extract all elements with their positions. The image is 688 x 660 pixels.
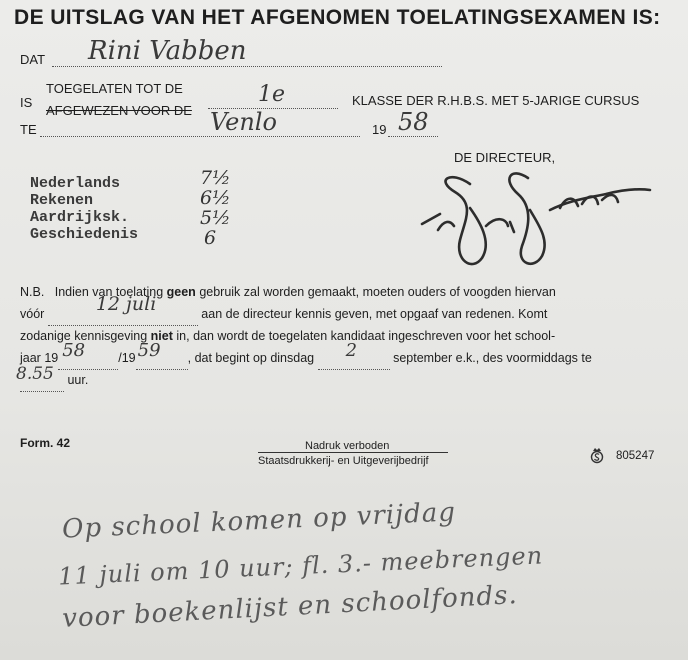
nb-text: september e.k., des voormiddags te: [393, 351, 592, 365]
nb-time-field: [16, 364, 64, 392]
year-prefix: 19: [372, 122, 387, 137]
nb-year-1: 58: [62, 340, 86, 361]
director-signature: [410, 160, 660, 285]
footer-center-1: Nadruk verboden: [305, 440, 390, 452]
footer-center-2: Staatsdrukkerij- en Uitgeverijbedrijf: [258, 455, 429, 467]
te-label: TE: [20, 122, 37, 137]
nb-emphasis-niet: niet: [150, 329, 173, 343]
year-value: 58: [398, 108, 429, 136]
pencil-note-line-2: 11 juli om 10 uur; fl. 3.- meebrengen: [57, 541, 544, 591]
nb-day-field: [318, 340, 390, 370]
dat-label: DAT: [20, 52, 46, 67]
year-dotted-line: [388, 136, 438, 137]
grade-subject-4: Geschiedenis: [30, 226, 139, 243]
grade-subject-1: Nederlands: [30, 175, 121, 192]
nb-text: in, dan wordt de toegelaten kandidaat ingeschreven voor het school-: [176, 329, 556, 343]
is-option-rejected: AFGEWEZEN VOOR DE: [46, 103, 192, 118]
nb-text: gebruik zal worden gemaakt, moeten ouders of voogden hiervan: [199, 285, 556, 299]
grade-value-1: 7½: [200, 167, 231, 189]
place-value: Venlo: [210, 108, 277, 136]
nb-line-2: [20, 293, 548, 326]
grade-value-2: 6½: [200, 187, 231, 209]
state-printer-emblem-icon: [590, 446, 604, 469]
nb-line-4: [20, 340, 592, 370]
nb-text: /19: [118, 351, 136, 365]
grade-value-4: 6: [204, 227, 217, 249]
nb-text: , dat begint op dinsdag: [187, 351, 315, 365]
nb-text: zodanige kennisgeving: [20, 329, 148, 343]
nb-day: 2: [345, 340, 358, 361]
nb-label: N.B.: [20, 285, 45, 299]
nb-line-3: [20, 326, 555, 347]
nb-text: uur.: [67, 373, 89, 387]
dat-dotted-line: [52, 66, 442, 67]
nb-year-1-field: [58, 340, 118, 370]
nb-emphasis-geen: geen: [166, 285, 196, 299]
is-suffix: KLASSE DER R.H.B.S. MET 5-JARIGE CURSUS: [352, 93, 640, 108]
nb-deadline-field: [48, 293, 198, 326]
nb-year-2-field: [136, 340, 188, 370]
is-label: IS: [20, 95, 33, 110]
nb-deadline-date: 12 juli: [95, 293, 157, 315]
grade-subject-2: Rekenen: [30, 192, 94, 209]
class-value: 1e: [258, 82, 286, 107]
candidate-name: Rini Vabben: [88, 36, 247, 66]
grade-value-3: 5½: [200, 207, 231, 229]
nb-text: aan de directeur kennis geven, met opgaaf van redenen. Komt: [201, 307, 548, 321]
nb-time: 8.55: [16, 364, 54, 384]
form-number: Form. 42: [20, 436, 71, 450]
nb-text: vóór: [20, 307, 45, 321]
nb-text: Indien van toelating: [54, 285, 164, 299]
nb-text: jaar 19: [20, 351, 59, 365]
grade-subject-3: Aardrijksk.: [30, 209, 130, 226]
form-title: DE UITSLAG VAN HET AFGENOMEN TOELATINGSEXAMEN IS:: [14, 6, 661, 29]
pencil-note-line-3: voor boekenlijst en schoolfonds.: [61, 580, 519, 634]
is-option-admitted: TOEGELATEN TOT DE: [46, 81, 183, 96]
footer-rule: [258, 452, 448, 453]
nb-year-2: 59: [137, 340, 161, 361]
nb-line-5: [16, 364, 89, 392]
te-dotted-line: [40, 136, 360, 137]
signature-text: [412, 200, 529, 218]
print-serial-number: 805247: [616, 450, 655, 462]
pencil-note-line-1: Op school komen op vrijdag: [61, 497, 457, 545]
director-label: DE DIRECTEUR,: [454, 150, 556, 165]
